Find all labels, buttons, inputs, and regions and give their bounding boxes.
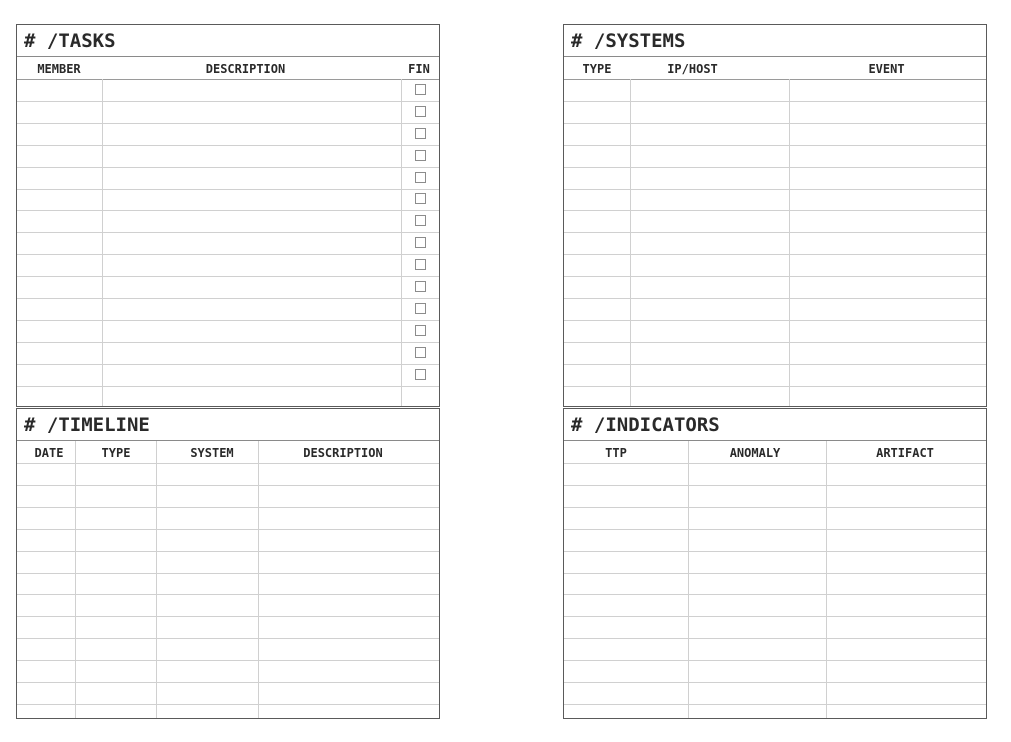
- row-rule: [17, 386, 439, 387]
- row-rule: [564, 167, 986, 168]
- row-rule: [17, 507, 439, 508]
- row-rule: [17, 573, 439, 574]
- row-rule: [17, 660, 439, 661]
- row-rule: [564, 507, 986, 508]
- timeline-col-date: DATE: [34, 446, 64, 460]
- systems-col-ip-host: IP/HOST: [667, 62, 718, 76]
- tasks-panel: [16, 24, 440, 407]
- tasks-col-member: MEMBER: [37, 62, 81, 76]
- row-rule: [564, 682, 986, 683]
- row-rule: [17, 638, 439, 639]
- column-rule: [258, 441, 259, 718]
- row-rule: [17, 167, 439, 168]
- row-rule: [564, 485, 986, 486]
- row-rule: [564, 123, 986, 124]
- row-rule: [564, 254, 986, 255]
- row-rule: [17, 145, 439, 146]
- systems-panel: [563, 24, 987, 407]
- fin-checkbox[interactable]: [415, 303, 426, 314]
- row-rule: [17, 210, 439, 211]
- column-rule: [688, 441, 689, 718]
- row-rule: [564, 210, 986, 211]
- indicators-panel: [563, 408, 987, 719]
- fin-checkbox[interactable]: [415, 215, 426, 226]
- row-rule: [564, 364, 986, 365]
- row-rule: [564, 79, 986, 80]
- fin-checkbox[interactable]: [415, 347, 426, 358]
- row-rule: [564, 145, 986, 146]
- row-rule: [17, 101, 439, 102]
- row-rule: [564, 573, 986, 574]
- fin-checkbox[interactable]: [415, 369, 426, 380]
- systems-col-event: EVENT: [868, 62, 905, 76]
- fin-checkbox[interactable]: [415, 84, 426, 95]
- row-rule: [17, 594, 439, 595]
- fin-checkbox[interactable]: [415, 259, 426, 270]
- row-rule: [564, 551, 986, 552]
- row-rule: [17, 616, 439, 617]
- column-rule: [75, 441, 76, 718]
- indicators-col-artifact: ARTIFACT: [876, 446, 934, 460]
- column-rule: [102, 79, 103, 406]
- fin-checkbox[interactable]: [415, 106, 426, 117]
- fin-checkbox[interactable]: [415, 281, 426, 292]
- row-rule: [17, 485, 439, 486]
- row-rule: [564, 704, 986, 705]
- tasks-col-description: DESCRIPTION: [205, 62, 286, 76]
- row-rule: [17, 704, 439, 705]
- column-rule: [826, 441, 827, 718]
- row-rule: [17, 529, 439, 530]
- row-rule: [17, 123, 439, 124]
- row-rule: [564, 320, 986, 321]
- row-rule: [17, 364, 439, 365]
- timeline-title: # /TIMELINE: [17, 409, 439, 441]
- timeline-col-description: DESCRIPTION: [303, 446, 383, 460]
- row-rule: [564, 342, 986, 343]
- row-rule: [564, 529, 986, 530]
- fin-checkbox[interactable]: [415, 193, 426, 204]
- column-rule: [630, 79, 631, 406]
- timeline-col-type: TYPE: [101, 446, 131, 460]
- column-rule: [156, 441, 157, 718]
- row-rule: [564, 101, 986, 102]
- row-rule: [17, 320, 439, 321]
- fin-checkbox[interactable]: [415, 172, 426, 183]
- row-rule: [564, 232, 986, 233]
- row-rule: [17, 189, 439, 190]
- timeline-panel: [16, 408, 440, 719]
- fin-checkbox[interactable]: [415, 128, 426, 139]
- row-rule: [564, 463, 986, 464]
- row-rule: [564, 276, 986, 277]
- indicators-col-anomaly: ANOMALY: [729, 446, 781, 460]
- indicators-col-ttp: TTP: [605, 446, 627, 460]
- row-rule: [17, 276, 439, 277]
- indicators-title: # /INDICATORS: [564, 409, 986, 441]
- row-rule: [17, 232, 439, 233]
- systems-col-type: TYPE: [582, 62, 612, 76]
- tasks-title: # /TASKS: [17, 25, 439, 57]
- row-rule: [564, 616, 986, 617]
- row-rule: [564, 594, 986, 595]
- row-rule: [17, 298, 439, 299]
- row-rule: [17, 682, 439, 683]
- column-rule: [789, 79, 790, 406]
- row-rule: [17, 551, 439, 552]
- fin-checkbox[interactable]: [415, 150, 426, 161]
- row-rule: [17, 254, 439, 255]
- row-rule: [564, 189, 986, 190]
- row-rule: [564, 298, 986, 299]
- row-rule: [564, 638, 986, 639]
- row-rule: [17, 463, 439, 464]
- fin-checkbox[interactable]: [415, 325, 426, 336]
- row-rule: [17, 342, 439, 343]
- tasks-col-fin: FIN: [408, 62, 430, 76]
- row-rule: [564, 660, 986, 661]
- systems-title: # /SYSTEMS: [564, 25, 986, 57]
- row-rule: [564, 386, 986, 387]
- fin-checkbox[interactable]: [415, 237, 426, 248]
- row-rule: [17, 79, 439, 80]
- timeline-col-system: SYSTEM: [190, 446, 234, 460]
- column-rule: [401, 79, 402, 406]
